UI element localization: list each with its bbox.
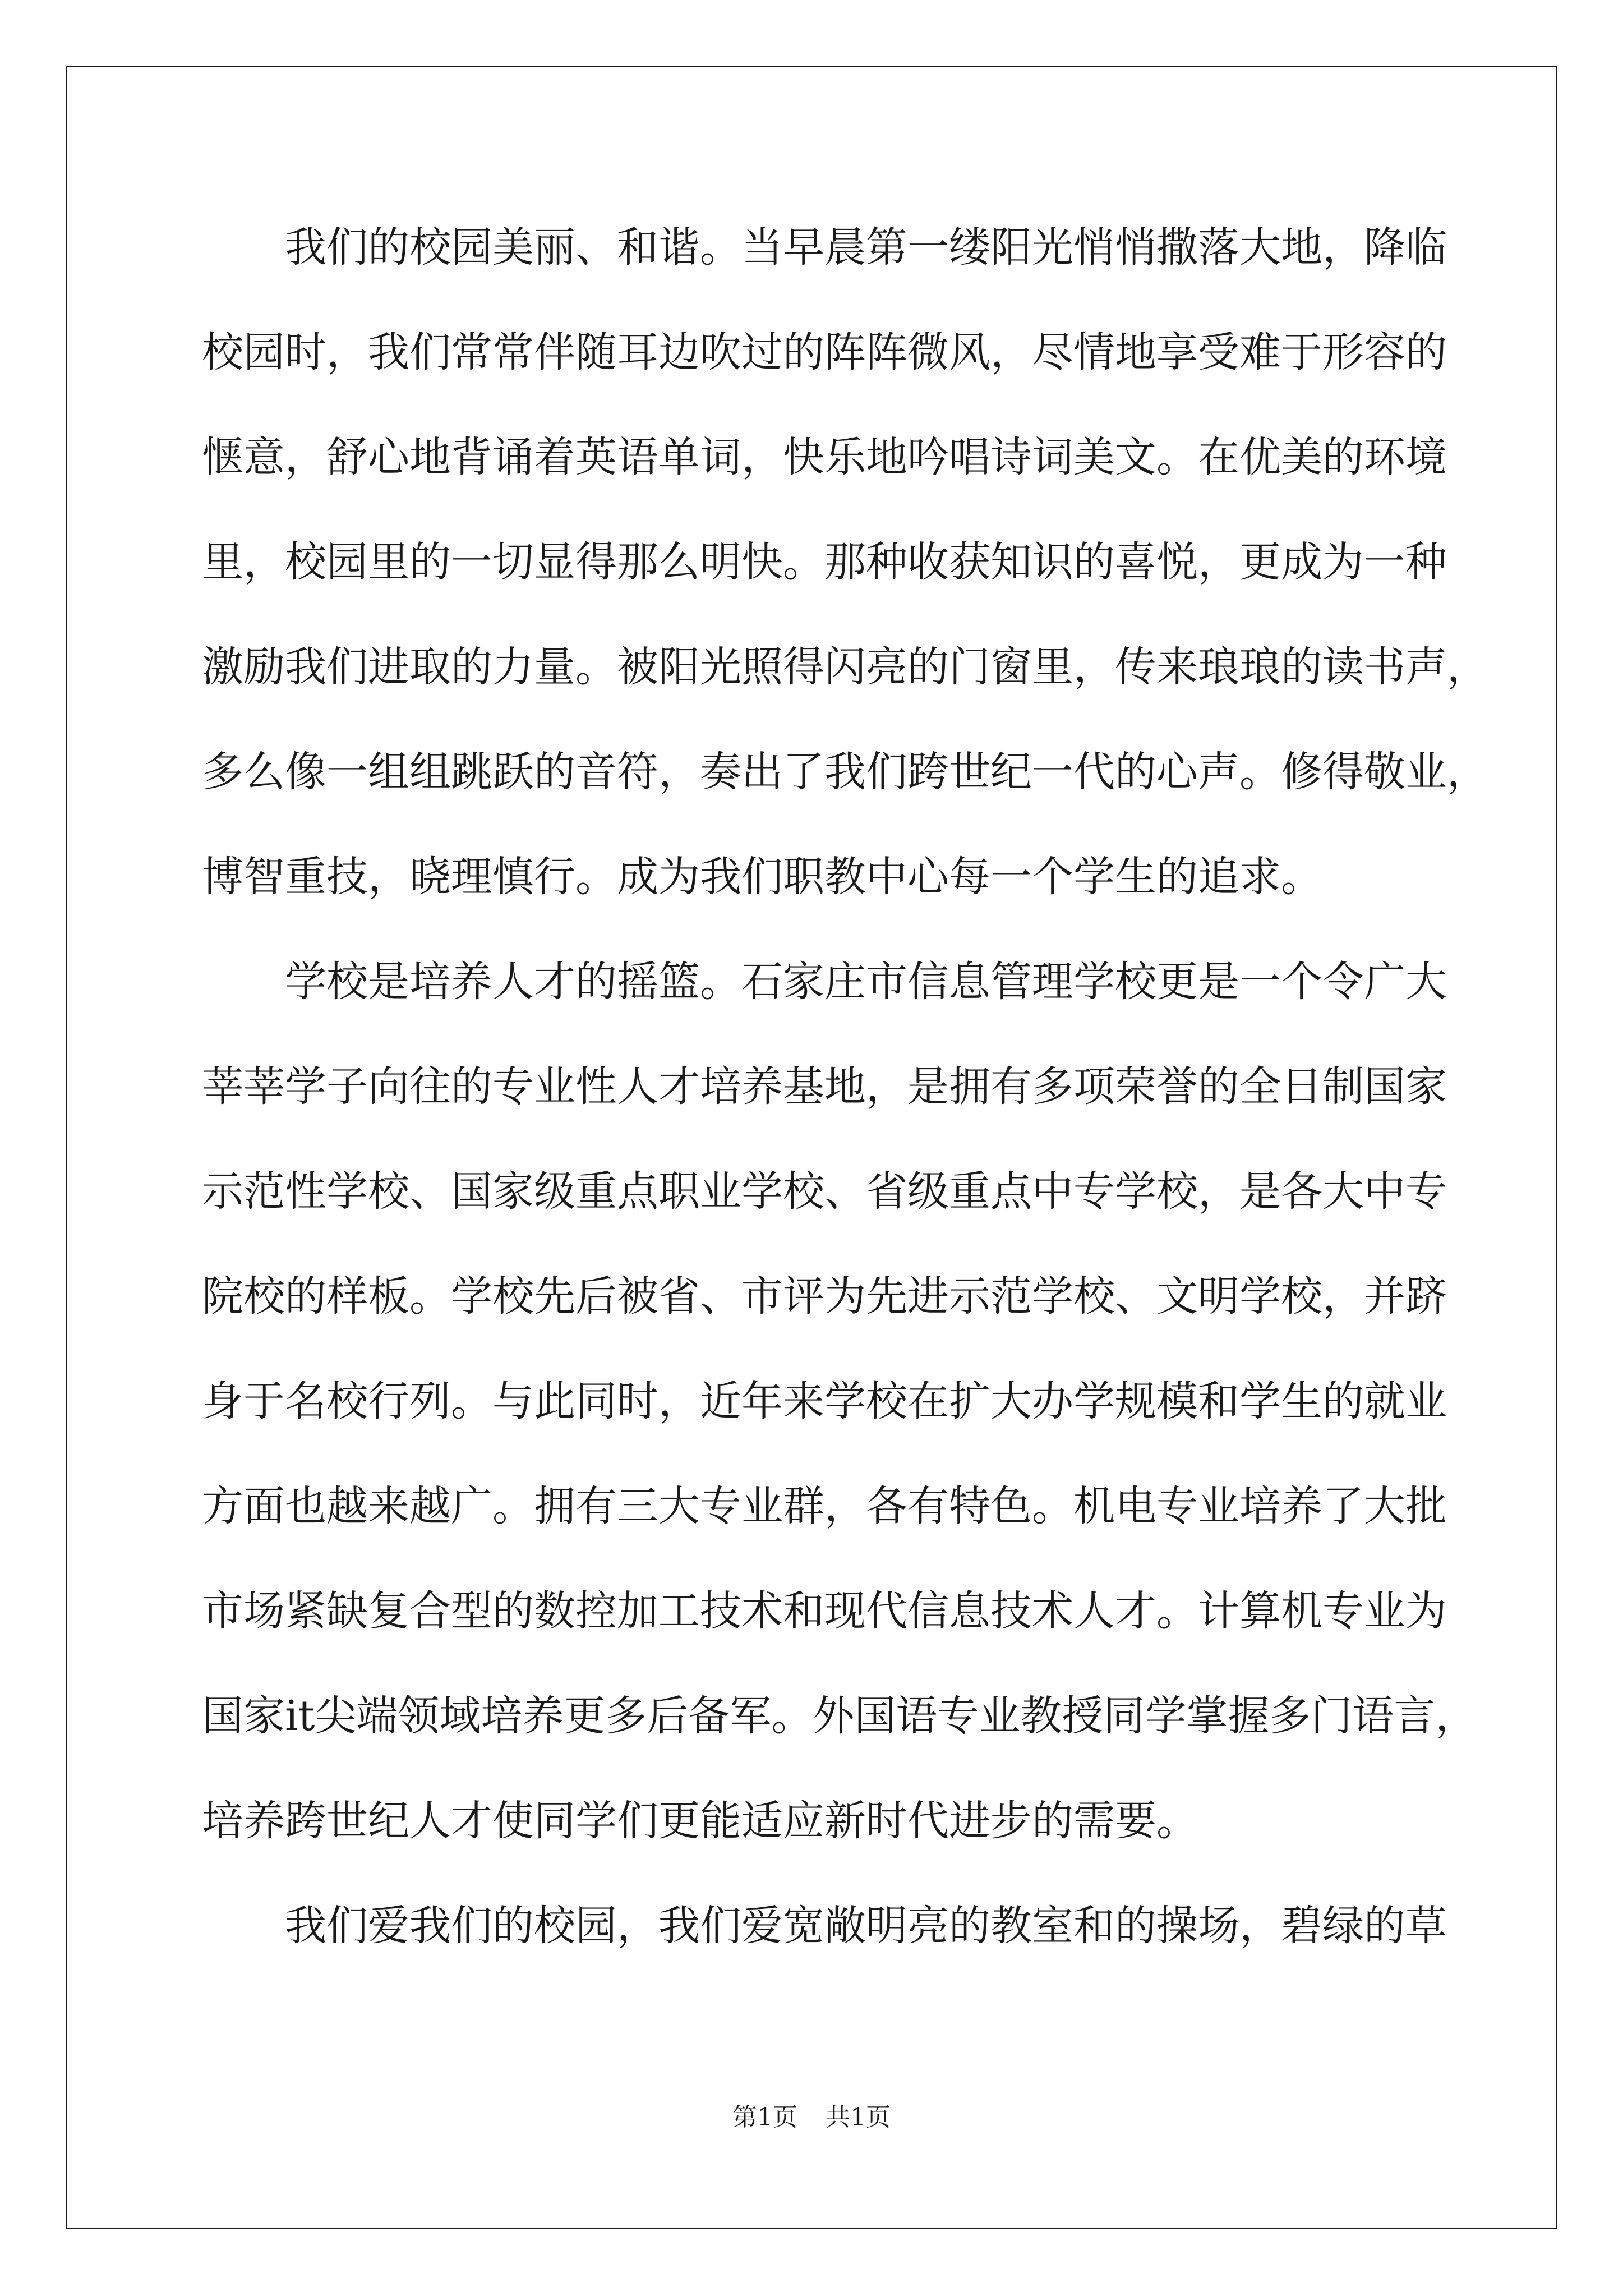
paragraph-1-line-4: 里，校园里的一切显得那么明快。那种收获知识的喜悦，更成为一种 [202, 538, 1447, 586]
paragraph-3-line-1: 我们爱我们的校园，我们爱宽敞明亮的教室和的操场，碧绿的草 [285, 1902, 1447, 1950]
paragraph-1-line-2: 校园时，我们常常伴随耳边吹过的阵阵微风，尽情地享受难于形容的 [202, 328, 1447, 376]
paragraph-2-line-8: 国家it尖端领域培养更多后备军。外国语专业教授同学掌握多门语言， [202, 1692, 1477, 1740]
paragraph-2-line-2: 莘莘学子向往的专业性人才培养基地，是拥有多项荣誉的全日制国家 [202, 1062, 1447, 1111]
paragraph-2-line-1: 学校是培养人才的摇篮。石家庄市信息管理学校更是一个令广大 [285, 958, 1447, 1006]
page-total: 共1页 [826, 2103, 891, 2132]
paragraph-2-line-5: 身于名校行列。与此同时，近年来学校在扩大办学规模和学生的就业 [202, 1377, 1447, 1425]
page-footer [0, 2097, 1623, 2133]
paragraph-1-line-5: 激励我们进取的力量。被阳光照得闪亮的门窗里，传来琅琅的读书声， [202, 643, 1488, 691]
paragraph-2-line-7: 市场紧缺复合型的数控加工技术和现代信息技术人才。计算机专业为 [202, 1587, 1447, 1635]
paragraph-1-line-3: 惬意，舒心地背诵着英语单词，快乐地吟唱诗词美文。在优美的环境 [202, 433, 1447, 481]
paragraph-2-line-3: 示范性学校、国家级重点职业学校、省级重点中专学校，是各大中专 [202, 1167, 1447, 1216]
paragraph-1-line-7: 博智重技，晓理慎行。成为我们职教中心每一个学生的追求。 [202, 853, 1322, 901]
paragraph-2-line-9: 培养跨世纪人才使同学们更能适应新时代进步的需要。 [202, 1797, 1198, 1845]
document-body [202, 220, 1488, 2003]
paragraph-1-line-1: 我们的校园美丽、和谐。当早晨第一缕阳光悄悄撒落大地，降临 [285, 223, 1447, 272]
paragraph-1-line-6: 多么像一组组跳跃的音符，奏出了我们跨世纪一代的心声。修得敬业， [202, 748, 1488, 796]
page-number: 第1页 [732, 2103, 797, 2132]
paragraph-2-line-6: 方面也越来越广。拥有三大专业群，各有特色。机电专业培养了大批 [202, 1482, 1447, 1530]
paragraph-2-line-4: 院校的样板。学校先后被省、市评为先进示范学校、文明学校，并跻 [202, 1272, 1447, 1320]
